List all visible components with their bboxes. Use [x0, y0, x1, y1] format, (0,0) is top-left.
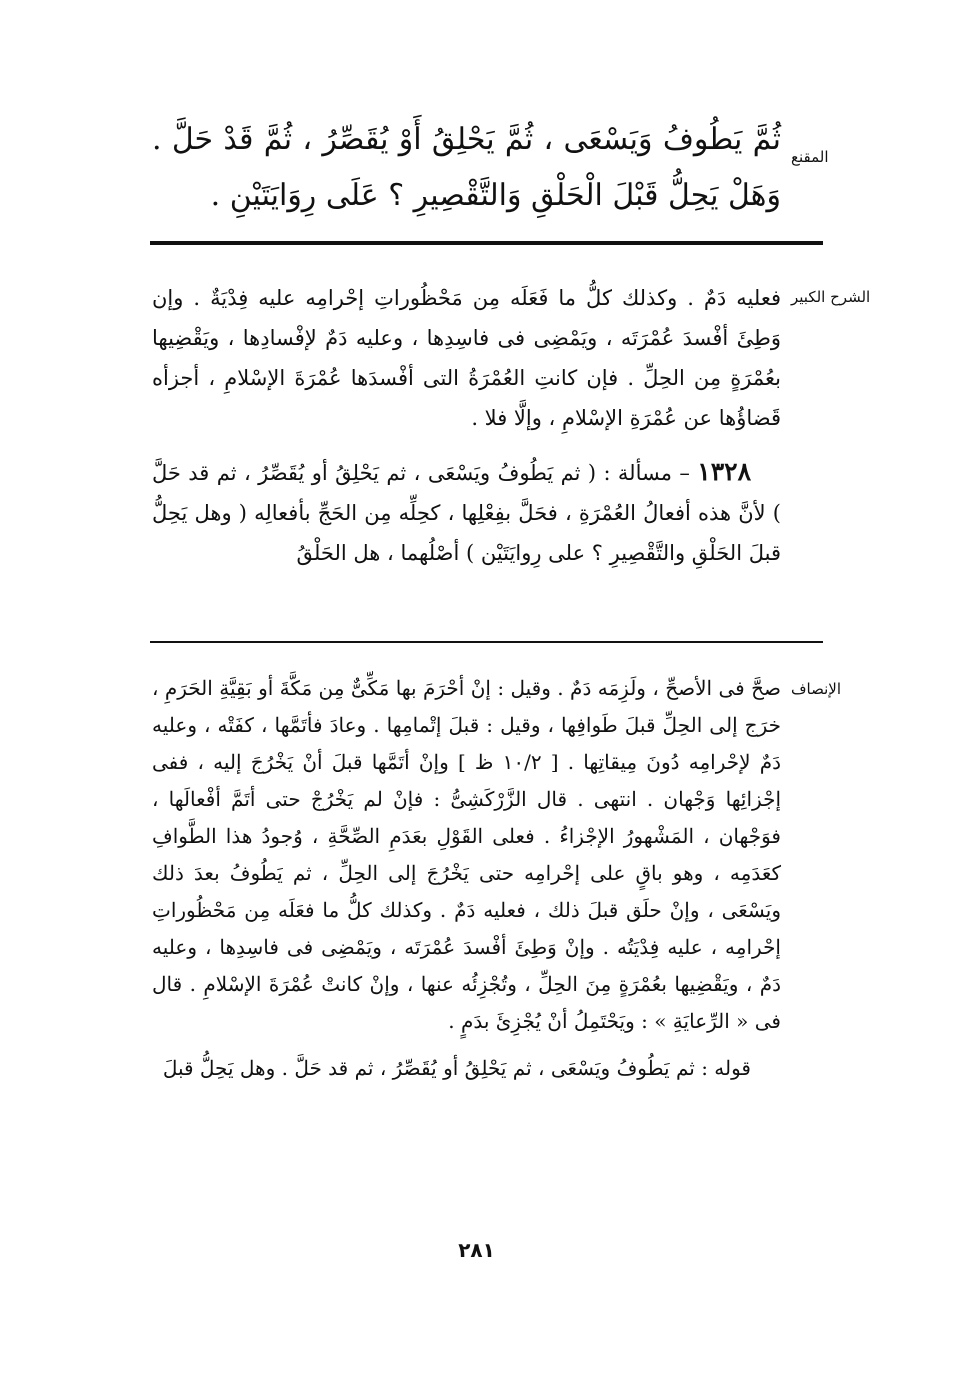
insaf-text-block — [152, 670, 781, 1087]
masala-number: ١٣٢٨ — [697, 457, 751, 486]
sharh-paragraph-2 — [152, 452, 781, 573]
sharh-section — [60, 272, 893, 642]
matn-label: المقنع — [791, 148, 829, 166]
insaf-section — [60, 664, 893, 1134]
masala-text: – مسألة : ( ثم يَطُوفُ ويَسْعَى ، ثم يَحْلِقُ أو يُقَصِّرُ ، ثم قد حَلَّ ) لأنَّ هذه أفعالُ العُمْرَةِ ، فحَلَّ بفِعْلِها ، كحِلِّه مِن الحَجِّ بأفعالِه ( وهل يَحِلُّ قبلَ الحَلْقِ والتَّقْصِيرِ ؟ على رِوايَتَيْن ) أصْلُهما ، هل الحَلْقُ — [152, 461, 781, 565]
matn-text-block — [152, 112, 781, 224]
sharh-paragraph-1: فعليه دَمٌ . وكذلك كلُّ ما فَعَلَه مِن مَحْظُوراتِ إحْرامِه عليه فِدْيَةٌ . وإن وَطِئَ أفْسدَ عُمْرَتَه ، ويَمْضِى فى فاسِدِها ، وعليه دَمٌ لإفْسادِها ، ويَقْضِيها بعُمْرَةٍ مِن الحِلِّ . فإن كانتِ العُمْرَةُ التى أفْسدَها عُمْرَةَ الإسْلامِ ، أجزأه قَضاؤُها عن عُمْرَةِ الإسْلامِ ، وإلَّا فلا . — [152, 286, 781, 430]
insaf-paragraph-1: صحَّ فى الأصحِّ ، ولَزِمَه دَمٌ . وقيل : إنْ أحْرَمَ بها مَكِّىٌّ مِن مَكَّةَ أو بَقِيَّةِ الحَرَمِ ، خرَج إلى الحِلِّ قبلَ طَوافِها ، وقيل : قبلَ إتْمامِها . وعادَ فأتَمَّها ، كفَتْه ، وعليه دَمٌ لإحْرامِه دُونَ مِيقاتِها . [ ١٠/٢ ظ ] وإنْ أتَمَّها قبلَ أنْ يَخْرُجَ إليه ، ففى إجْزائِها وَجْهان . انتهى . قال الزَّرْكَشِىُّ : فإنْ لم يَخْرُجْ حتى أتَمَّ أفْعالَها ، فوَجْهان ، المَشْهورُ الإجْزاءُ . فعلى القَوْلِ بعَدَمِ الصِّحَّةِ ، وُجودُ هذا الطَّوافِ كعَدَمِه ، وهو باقٍ على إحْرامِه حتى يَخْرُجَ إلى الحِلِّ ، ثم يَطُوفُ بعدَ ذلك ويَسْعَى ، وإنْ حلَق قبلَ ذلك ، فعليه دَمٌ . وكذلك كلُّ ما فعَلَه مِن مَحْظُوراتِ إحْرامِه ، عليه فِدْيَتُه . وإنْ وَطِئَ أفْسدَ عُمْرَتَه ، ويَمْضِى فى فاسِدِها ، وعليه دَمٌ ، ويَقْضِيها بعُمْرَةٍ مِنَ الحِلِّ ، وتُجْزِئُه عنها ، وإنْ كانتْ عُمْرَةَ الإسْلامِ . قال فى « الرِّعايَةِ » : ويَحْتَمِلُ أنْ يُجْزِئَ بدَمٍ . — [152, 676, 781, 1033]
sharh-label: الشرح الكبير — [791, 288, 871, 306]
matn-text: ثُمَّ يَطُوفُ وَيَسْعَى ، ثُمَّ يَحْلِقُ أَوْ يُقَصِّرُ ، ثُمَّ قَدْ حَلَّ . وَهَلْ يَحِلُّ قَبْلَ الْحَلْقِ وَالتَّقْصِيرِ ؟ عَلَى رِوَايَتَيْنِ . — [152, 122, 781, 213]
sharh-text-block — [152, 278, 781, 573]
matn-divider — [150, 241, 823, 245]
sharh-divider — [150, 641, 823, 643]
insaf-paragraph-2: قوله : ثم يَطُوفُ ويَسْعَى ، ثم يَحْلِقُ أو يُقَصِّرُ ، ثم قد حَلَّ . وهل يَحِلُّ قبلَ — [162, 1056, 751, 1080]
matn-section — [60, 98, 893, 238]
insaf-label: الإنصاف — [791, 680, 842, 698]
page-number: ٢٨١ — [458, 1238, 495, 1262]
